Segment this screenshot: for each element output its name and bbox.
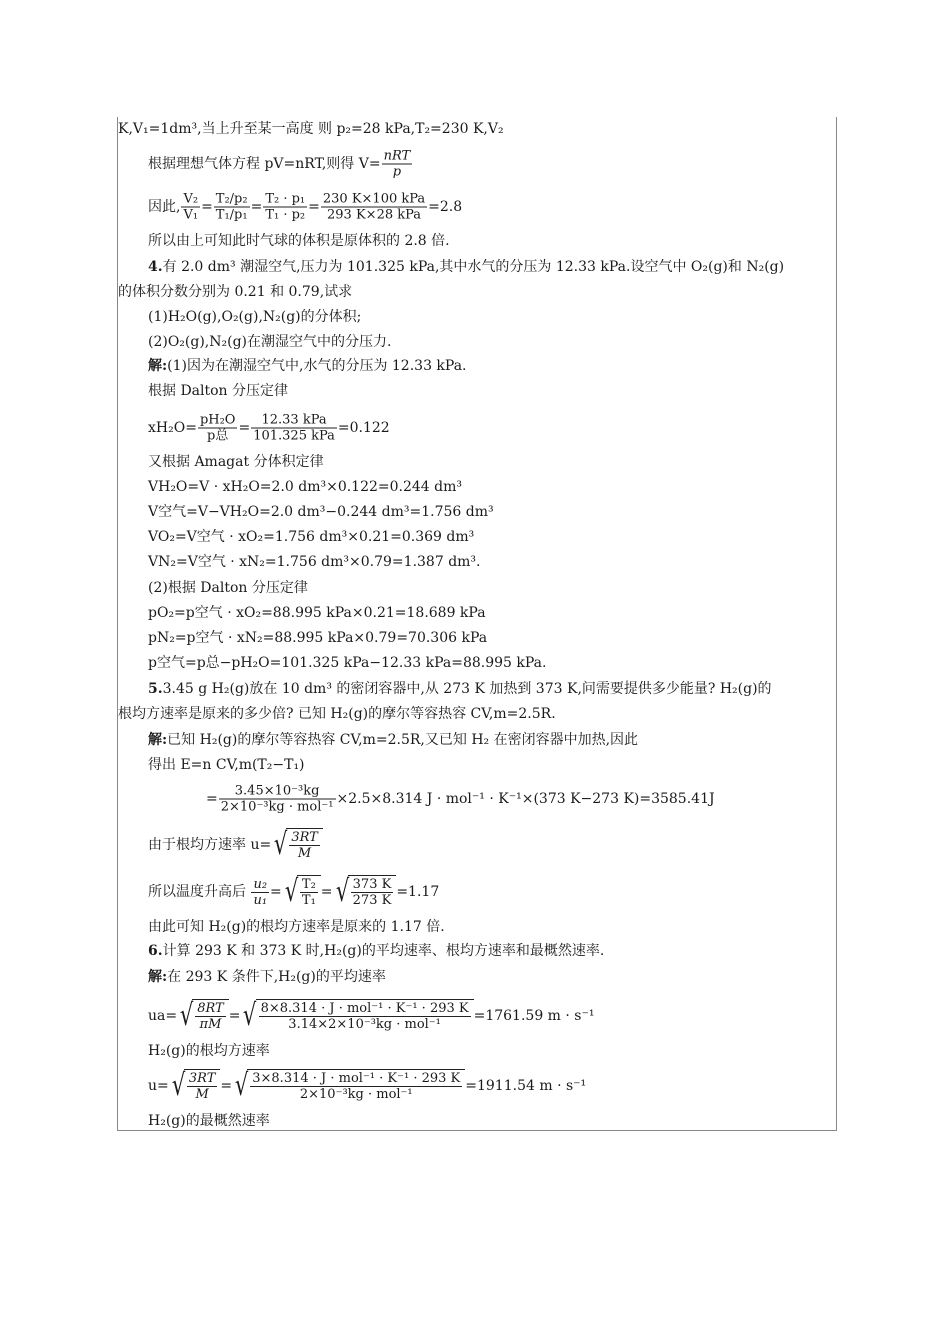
equation-line [206, 784, 715, 815]
equation-result: =0.122 [337, 420, 390, 436]
problem-line [148, 258, 784, 276]
equation-text: 根据理想气体方程 pV=nRT,则得 V= [148, 156, 381, 172]
fraction: $\frac{3RT}{M}$ [188, 1071, 216, 1102]
page-frame [117, 117, 837, 1131]
equation-line: pN₂=p空气 · xN₂=88.995 kPa×0.79=70.306 kPa [148, 630, 488, 646]
problem-line [148, 680, 772, 698]
sqrt-symbol: √ $\frac{3RT}{M}$ [169, 1069, 221, 1103]
text-line: 又根据 Amagat 分体积定律 [148, 454, 324, 470]
problem-line [148, 942, 604, 960]
solution-line [148, 731, 638, 749]
fraction: $\frac{\text{T₂}}{\text{T₁}}$ [301, 877, 316, 908]
text-line: 由此可知 H₂(g)的根均方速率是原来的 1.17 倍. [148, 919, 445, 935]
fraction: $\frac{\text{8×8.314 · J · mol⁻¹ · K⁻¹ · 293 K}}{\text{3.14×2×10⁻³kg · mol⁻¹}}$ [260, 1001, 469, 1032]
text-line: (2)根据 Dalton 分压定律 [148, 580, 308, 596]
equation-line: VO₂=V空气 · xO₂=1.756 dm³×0.21=0.369 dm³ [148, 529, 475, 545]
equation-text: = [206, 791, 218, 807]
equation-line: xH₂O= $\frac{\text{pH₂O}}{\text{p总}}$ = $\frac{\text{12.33 kPa}}{\text{101.325 kPa}}$ =0.122 [148, 412, 390, 444]
solution-line [148, 968, 386, 986]
equation-text: 由于根均方速率 u= [148, 837, 272, 853]
fraction: $\frac{\text{nRT}}{p}$ [383, 148, 411, 180]
equation-text: 所以温度升高后 [148, 884, 246, 900]
sqrt-symbol: √ $\frac{8RT}{\pi M}$ [177, 999, 229, 1033]
fraction: $\frac{\text{pH₂O}}{\text{p总}}$ [199, 412, 236, 444]
problem-number: 5. [148, 681, 163, 697]
equation-line: ua= √ $\frac{8RT}{\pi M}$ = √ $\frac{\text{8×8.314 · J · mol⁻¹ · K⁻¹ · 293 K}}{\text{3.14×2×10⁻³kg · mol⁻¹}}$ =1761.59 m · s⁻¹ [148, 998, 595, 1033]
equation-result: =1911.54 m · s⁻¹ [465, 1078, 587, 1094]
equation-line: VN₂=V空气 · xN₂=1.756 dm³×0.79=1.387 dm³. [148, 554, 481, 570]
fraction: $\frac{373 K}{273 K}$ [352, 877, 392, 908]
fraction: $\frac{\text{u₂}}{\text{u₁}}$ [253, 876, 268, 908]
text-line: (1)H₂O(g),O₂(g),N₂(g)的分体积; [148, 309, 362, 325]
sqrt-symbol: √ $\frac{373 K}{273 K}$ [333, 875, 397, 909]
equation-text: 因此, [148, 199, 181, 215]
problem-number: 6. [148, 943, 163, 959]
solution-text: 已知 H₂(g)的摩尔等容热容 CV,m=2.5R,又已知 H₂ 在密闭容器中加热,因此 [167, 732, 639, 748]
text-line: H₂(g)的最概然速率 [148, 1113, 270, 1129]
equation-line: p空气=p总−pH₂O=101.325 kPa−12.33 kPa=88.995 kPa. [148, 655, 547, 671]
sqrt-symbol: √ $\frac{\text{3×8.314 · J · mol⁻¹ · K⁻¹ · 293 K}}{\text{2×10⁻³kg · mol⁻¹}}$ [232, 1069, 465, 1103]
equation-result: =2.8 [428, 199, 463, 215]
fraction: $\frac{\text{230 K×100 kPa}}{\text{293 K×28 kPa}}$ [322, 191, 426, 223]
equation-line: 因此, $\frac{\text{V₂}}{\text{V₁}}$ = $\frac{\text{T₂/p₂}}{\text{T₁/p₁}}$ = $\frac{\text{T₂ · p₁}}{\text{T₁ · p₂}}$ = $\frac{\text{230 K×100 kPa}}{\text{293 K×28 kPa}}$ =2.8 [148, 191, 463, 223]
text-line: K,V₁=1dm³,当上升至某一高度 则 p₂=28 kPa,T₂=230 K,V₂ [118, 121, 504, 137]
sqrt-symbol: √ $\frac{\text{8×8.314 · J · mol⁻¹ · K⁻¹ · 293 K}}{\text{3.14×2×10⁻³kg · mol⁻¹}}$ [240, 999, 473, 1033]
fraction: $\frac{\text{T₂/p₂}}{\text{T₁/p₁}}$ [215, 191, 248, 223]
fraction: $\frac{\text{3×8.314 · J · mol⁻¹ · K⁻¹ · 293 K}}{\text{2×10⁻³kg · mol⁻¹}}$ [252, 1071, 461, 1102]
equation-text: xH₂O= [148, 420, 197, 436]
fraction: $\frac{\text{V₂}}{\text{V₁}}$ [183, 191, 199, 223]
solution-text: (1)因为在潮湿空气中,水气的分压为 12.33 kPa. [167, 358, 467, 374]
solution-label: 解: [148, 732, 168, 748]
solution-text: 在 293 K 条件下,H₂(g)的平均速率 [167, 969, 386, 985]
equation-line [148, 149, 413, 180]
equation-line [148, 828, 323, 862]
text-line: 所以由上可知此时气球的体积是原体积的 2.8 倍. [148, 233, 450, 249]
solution-line [148, 357, 467, 375]
equation-line: 所以温度升高后 $\frac{\text{u₂}}{\text{u₁}}$ = √ $\frac{\text{T₂}}{\text{T₁}}$ = √ $\frac{373 K}{273 K}$ =1.17 [148, 874, 440, 909]
equation-result: =1.17 [396, 884, 440, 900]
problem-number: 4. [148, 259, 163, 275]
problem-text: 计算 293 K 和 373 K 时,H₂(g)的平均速率、根均方速率和最概然速率. [162, 943, 605, 959]
solution-label: 解: [148, 969, 168, 985]
text-line: 根均方速率是原来的多少倍? 已知 H₂(g)的摩尔等容热容 CV,m=2.5R. [118, 706, 556, 722]
equation-line: V空气=V−VH₂O=2.0 dm³−0.244 dm³=1.756 dm³ [148, 504, 494, 520]
equation-line: VH₂O=V · xH₂O=2.0 dm³×0.122=0.244 dm³ [148, 479, 463, 495]
equation-line: 得出 E=n CV,m(T₂−T₁) [148, 757, 305, 773]
fraction: $\frac{\text{T₂ · p₁}}{\text{T₁ · p₂}}$ [265, 191, 306, 223]
problem-text: 有 2.0 dm³ 潮湿空气,压力为 101.325 kPa,其中水气的分压为 12.33 kPa.设空气中 O₂(g)和 N₂(g) [162, 259, 785, 275]
equation-text: ua= [148, 1008, 178, 1024]
text-line: 的体积分数分别为 0.21 和 0.79,试求 [118, 284, 353, 300]
text-line: 根据 Dalton 分压定律 [148, 383, 289, 399]
equation-text: u= [148, 1078, 169, 1094]
sqrt-symbol: √ $\frac{3RT}{M}$ [271, 828, 323, 862]
fraction: $\frac{3RT}{M}$ [291, 830, 318, 861]
equation-line: u= √ $\frac{3RT}{M}$ = √ $\frac{\text{3×8.314 · J · mol⁻¹ · K⁻¹ · 293 K}}{\text{2×10⁻³kg · mol⁻¹}}$ =1911.54 m · s⁻¹ [148, 1068, 587, 1103]
sqrt-symbol: √ $\frac{\text{T₂}}{\text{T₁}}$ [282, 875, 321, 909]
fraction: $\frac{\text{12.33 kPa}}{\text{101.325 kPa}}$ [253, 412, 335, 444]
problem-text: 3.45 g H₂(g)放在 10 dm³ 的密闭容器中,从 273 K 加热到 373 K,问需要提供多少能量? H₂(g)的 [162, 681, 772, 697]
text-line: (2)O₂(g),N₂(g)在潮湿空气中的分压力. [148, 334, 392, 350]
text-line: H₂(g)的根均方速率 [148, 1043, 270, 1059]
fraction: $\frac{\text{3.45×10⁻³kg}}{\text{2×10⁻³kg · mol⁻¹}}$ [220, 783, 334, 815]
fraction: $\frac{8RT}{\pi M}$ [197, 1001, 224, 1032]
solution-label: 解: [148, 358, 168, 374]
equation-line: pO₂=p空气 · xO₂=88.995 kPa×0.21=18.689 kPa [148, 605, 486, 621]
equation-result: =1761.59 m · s⁻¹ [473, 1008, 595, 1024]
equation-result: ×2.5×8.314 J · mol⁻¹ · K⁻¹×(373 K−273 K)=3585.41J [336, 791, 715, 807]
